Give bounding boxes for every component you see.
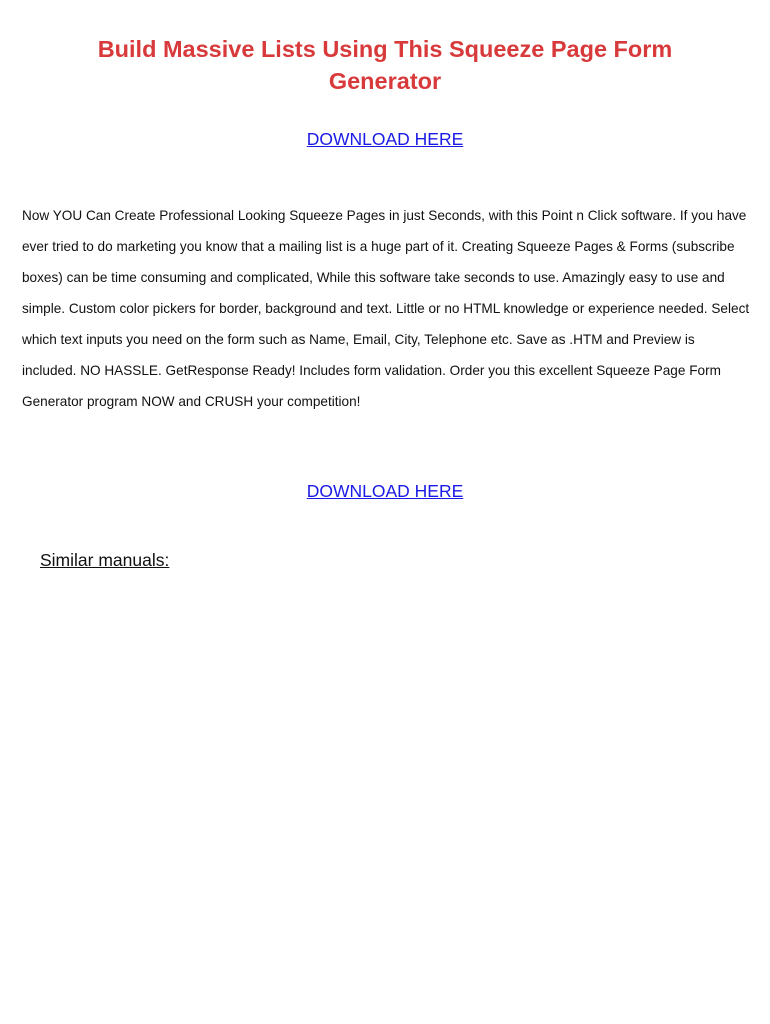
download-top-container <box>0 128 770 150</box>
similar-manuals-heading: Similar manuals: <box>40 550 170 570</box>
page-title: Build Massive Lists Using This Squeeze Page Form Generator <box>97 36 673 94</box>
download-here-link-top[interactable]: DOWNLOAD HERE <box>306 129 464 149</box>
product-description: Now YOU Can Create Professional Looking Squeeze Pages in just Seconds, with this Point n Click software. If you have ever tried to do marketing you know that a mailing list is a huge part of it. Creating Squeeze Pages & Forms (subscribe boxes) can be time consuming and complicated, While this software take seconds to use. Amazingly easy to use and simple. Custom color pickers for border, background and text. Little or no HTML knowledge or experience needed. Select which text inputs you need on the form such as Name, Email, City, Telephone etc. Save as .HTM and Preview is included. NO HASSLE. GetResponse Ready! Includes form validation. Order you this excellent Squeeze Page Form Generator program NOW and CRUSH your competition! <box>22 208 750 409</box>
download-here-link-bottom[interactable]: DOWNLOAD HERE <box>306 481 464 501</box>
download-bottom-container <box>0 480 770 502</box>
